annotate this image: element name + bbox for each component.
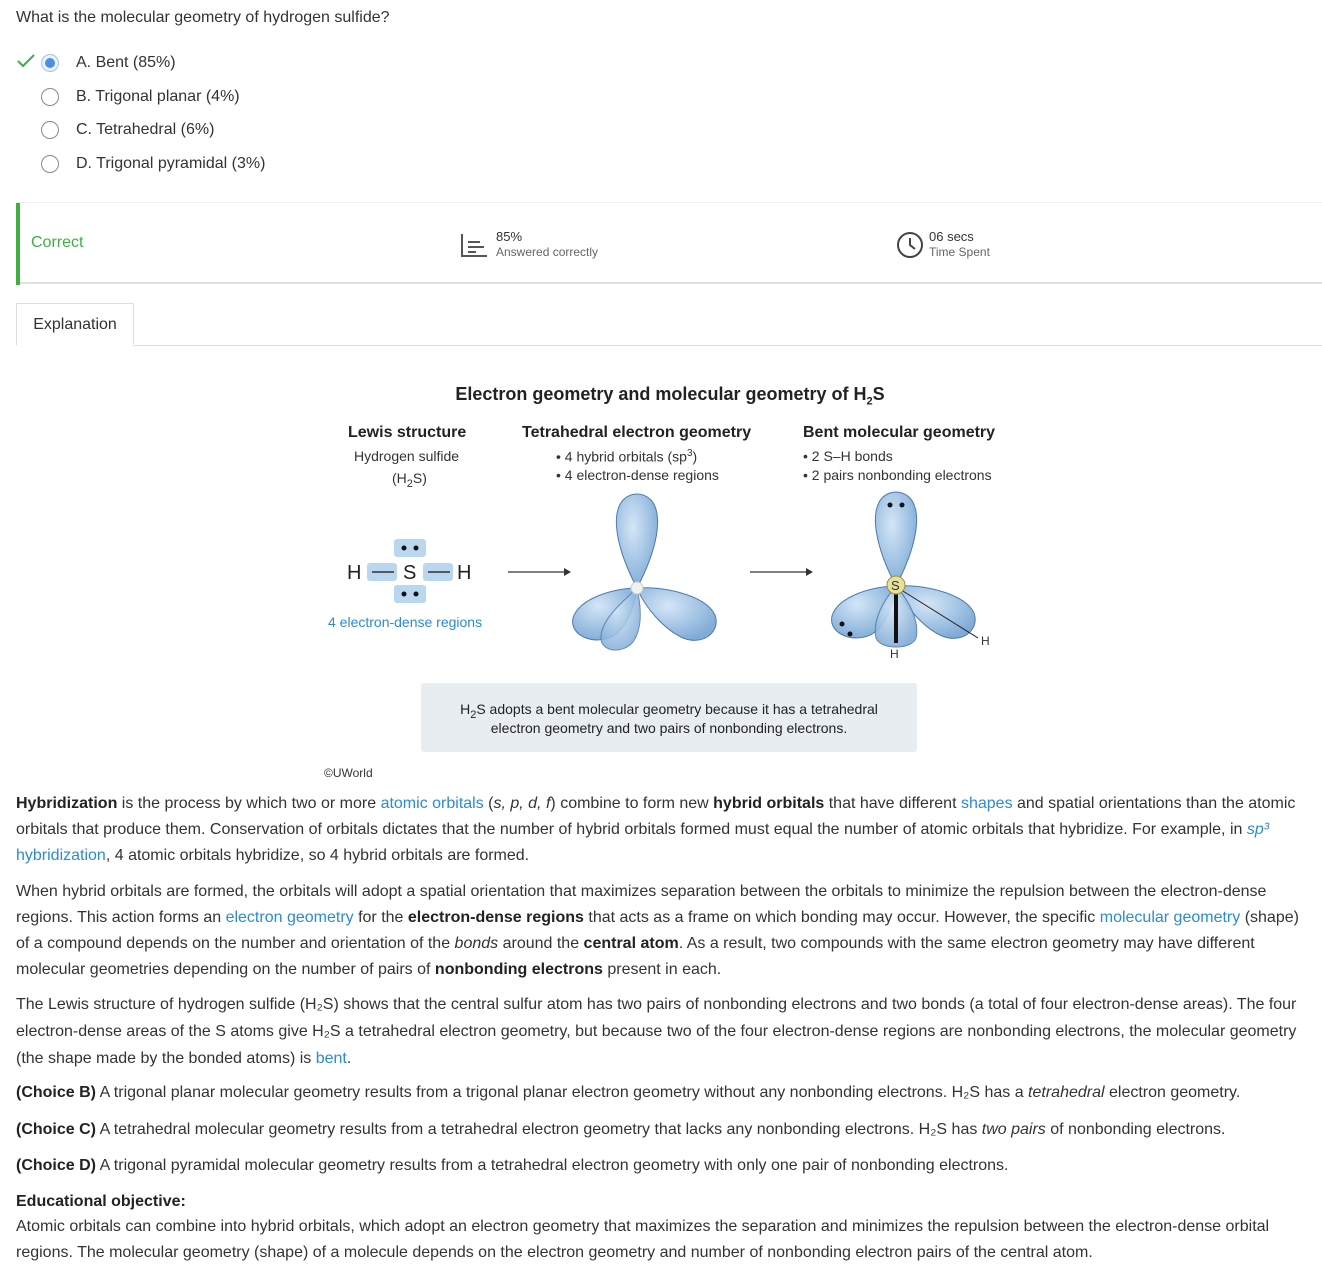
choice-d-explanation: (Choice D) A trigonal pyramidal molecular geometry results from a tetrahedral electron geometry with only one pair of nonbonding electrons. [16,1157,1009,1174]
percent-value: 85% [496,229,523,244]
tab-bar [16,303,1322,346]
radio-c[interactable] [41,121,59,139]
bent-bullet-2: • 2 pairs nonbonding electrons [803,467,992,483]
bent-h-right: H [981,634,990,648]
figure-caption: $H_2S$ adopts a bent molecular geometry because it has a tetrahedral electron geometry and two pairs of nonbonding electrons. [421,683,917,752]
time-value: 06 secs [929,229,974,244]
choice-c-explanation: (Choice C) A tetrahedral molecular geometry results from a tetrahedral electron geometry that lacks any nonbonding electrons. H₂S has two pairs of nonbonding electrons. [16,1121,1226,1138]
lewis-sub2: $(H_2S)$ [392,470,427,490]
tetra-bullet-2: • 4 electron-dense regions [556,467,719,483]
explanation-paragraph-2: When hybrid orbitals are formed, the orbitals will adopt a spatial orientation that maximizes separation between the orbitals to minimize the repulsion between the electron-dense regions. This action forms an electron geometry for the electron-dense regions that acts as a frame on which bonding may occur. However, the specific molecular geometry (shape) of a compound depends on the number and orientation of the bonds around the central atom. As a result, two compounds with the same electron geometry may have different molecular geometries depending on the number of pairs of nonbonding electrons present in each. [16,883,1299,978]
objective-heading: Educational objective: [16,1193,186,1210]
question-text: What is the molecular geometry of hydrogen sulfide? [16,9,390,26]
bent-geometry-diagram [820,488,1000,658]
arrow-2-icon [750,566,814,578]
bent-heading: Bent molecular geometry [803,424,996,441]
explanation-figure [320,378,1020,782]
radio-b[interactable] [41,88,59,106]
objective-text: Atomic orbitals can combine into hybrid orbitals, which adopt an electron geometry that maximizes the separation and minimizes the repulsion between the electron-dense orbital regions. The molecular geometry (shape) of a molecule depends on the electron geometry and number of nonbonding electron pairs of the central atom. [16,1218,1270,1261]
tab-explanation[interactable]: Explanation [16,303,134,346]
bent-s-atom: S [891,578,900,593]
bent-h-bottom: H [890,647,899,658]
checkmark-icon [16,53,36,74]
link-shapes[interactable]: shapes [960,795,1013,812]
choice-b-label: B. Trigonal planar (4%) [76,88,240,105]
result-accent-bar [16,203,20,285]
result-status: Correct [31,234,84,251]
lewis-structure-diagram [320,533,520,613]
lewis-note: 4 electron-dense regions [328,614,483,630]
tetra-bullet-1: • 4 hybrid orbitals $(sp^3)$ [556,448,698,465]
choice-a-label: A. Bent (85%) [76,54,176,71]
tetra-heading: Tetrahedral electron geometry [522,424,752,441]
copyright: ©UWorld [324,766,373,780]
lewis-heading: Lewis structure [348,424,467,441]
lewis-h-left: H [347,562,362,584]
lewis-h-right: H [457,562,472,584]
figure-title: Electron geometry and molecular geometry of $H_2S$ [455,384,885,408]
lewis-sub1: Hydrogen sulfide [354,448,460,464]
arrow-1-icon [508,566,572,578]
radio-a[interactable] [41,54,59,72]
lewis-s: S [403,562,417,584]
link-sp3-hybridization[interactable]: sp³ hybridization [16,821,1270,864]
time-stat [896,229,990,264]
percent-label: Answered correctly [496,245,599,259]
percent-stat [460,229,598,263]
result-panel [16,202,1322,284]
link-atomic-orbitals[interactable]: atomic orbitals [380,795,484,812]
radio-d[interactable] [41,155,59,173]
choice-b-explanation: (Choice B) A trigonal planar molecular geometry results from a trigonal planar electron geometry without any nonbonding electrons. H₂S has a tetrahedral electron geometry. [16,1084,1241,1101]
link-bent[interactable]: bent [315,1050,347,1067]
choice-c-label: C. Tetrahedral (6%) [76,121,215,138]
choice-d-label: D. Trigonal pyramidal (3%) [76,155,266,172]
time-label: Time Spent [929,245,990,259]
bar-chart-icon [460,232,488,263]
bent-bullet-1: • 2 S–H bonds [803,448,893,464]
link-electron-geometry[interactable]: electron geometry [225,909,354,926]
explanation-paragraph-1: Hybridization is the process by which two or more atomic orbitals (s, p, d, f) combine to form new hybrid orbitals that have different shapes and spatial orientations than the atomic orbitals that produce them. Conservation of orbitals dictates that the number of hybrid orbitals formed must equal the number of atomic orbitals that hybridize. For example, in sp³ hybridization, 4 atomic orbitals hybridize, so 4 hybrid orbitals are formed. [16,795,1296,864]
tetrahedral-orbitals-diagram [565,490,725,655]
clock-icon [896,231,924,264]
explanation-paragraph-3: The Lewis structure of hydrogen sulfide (H₂S) shows that the central sulfur atom has two pairs of nonbonding electrons and two bonds (a total of four electron-dense areas). The four electron-dense areas of the S atoms give H₂S a tetrahedral electron geometry, but because two of the four electron-dense regions are nonbonding electrons, the molecular geometry (the shape made by the bonded atoms) is bent. [16,996,1297,1067]
link-molecular-geometry[interactable]: molecular geometry [1099,909,1241,926]
